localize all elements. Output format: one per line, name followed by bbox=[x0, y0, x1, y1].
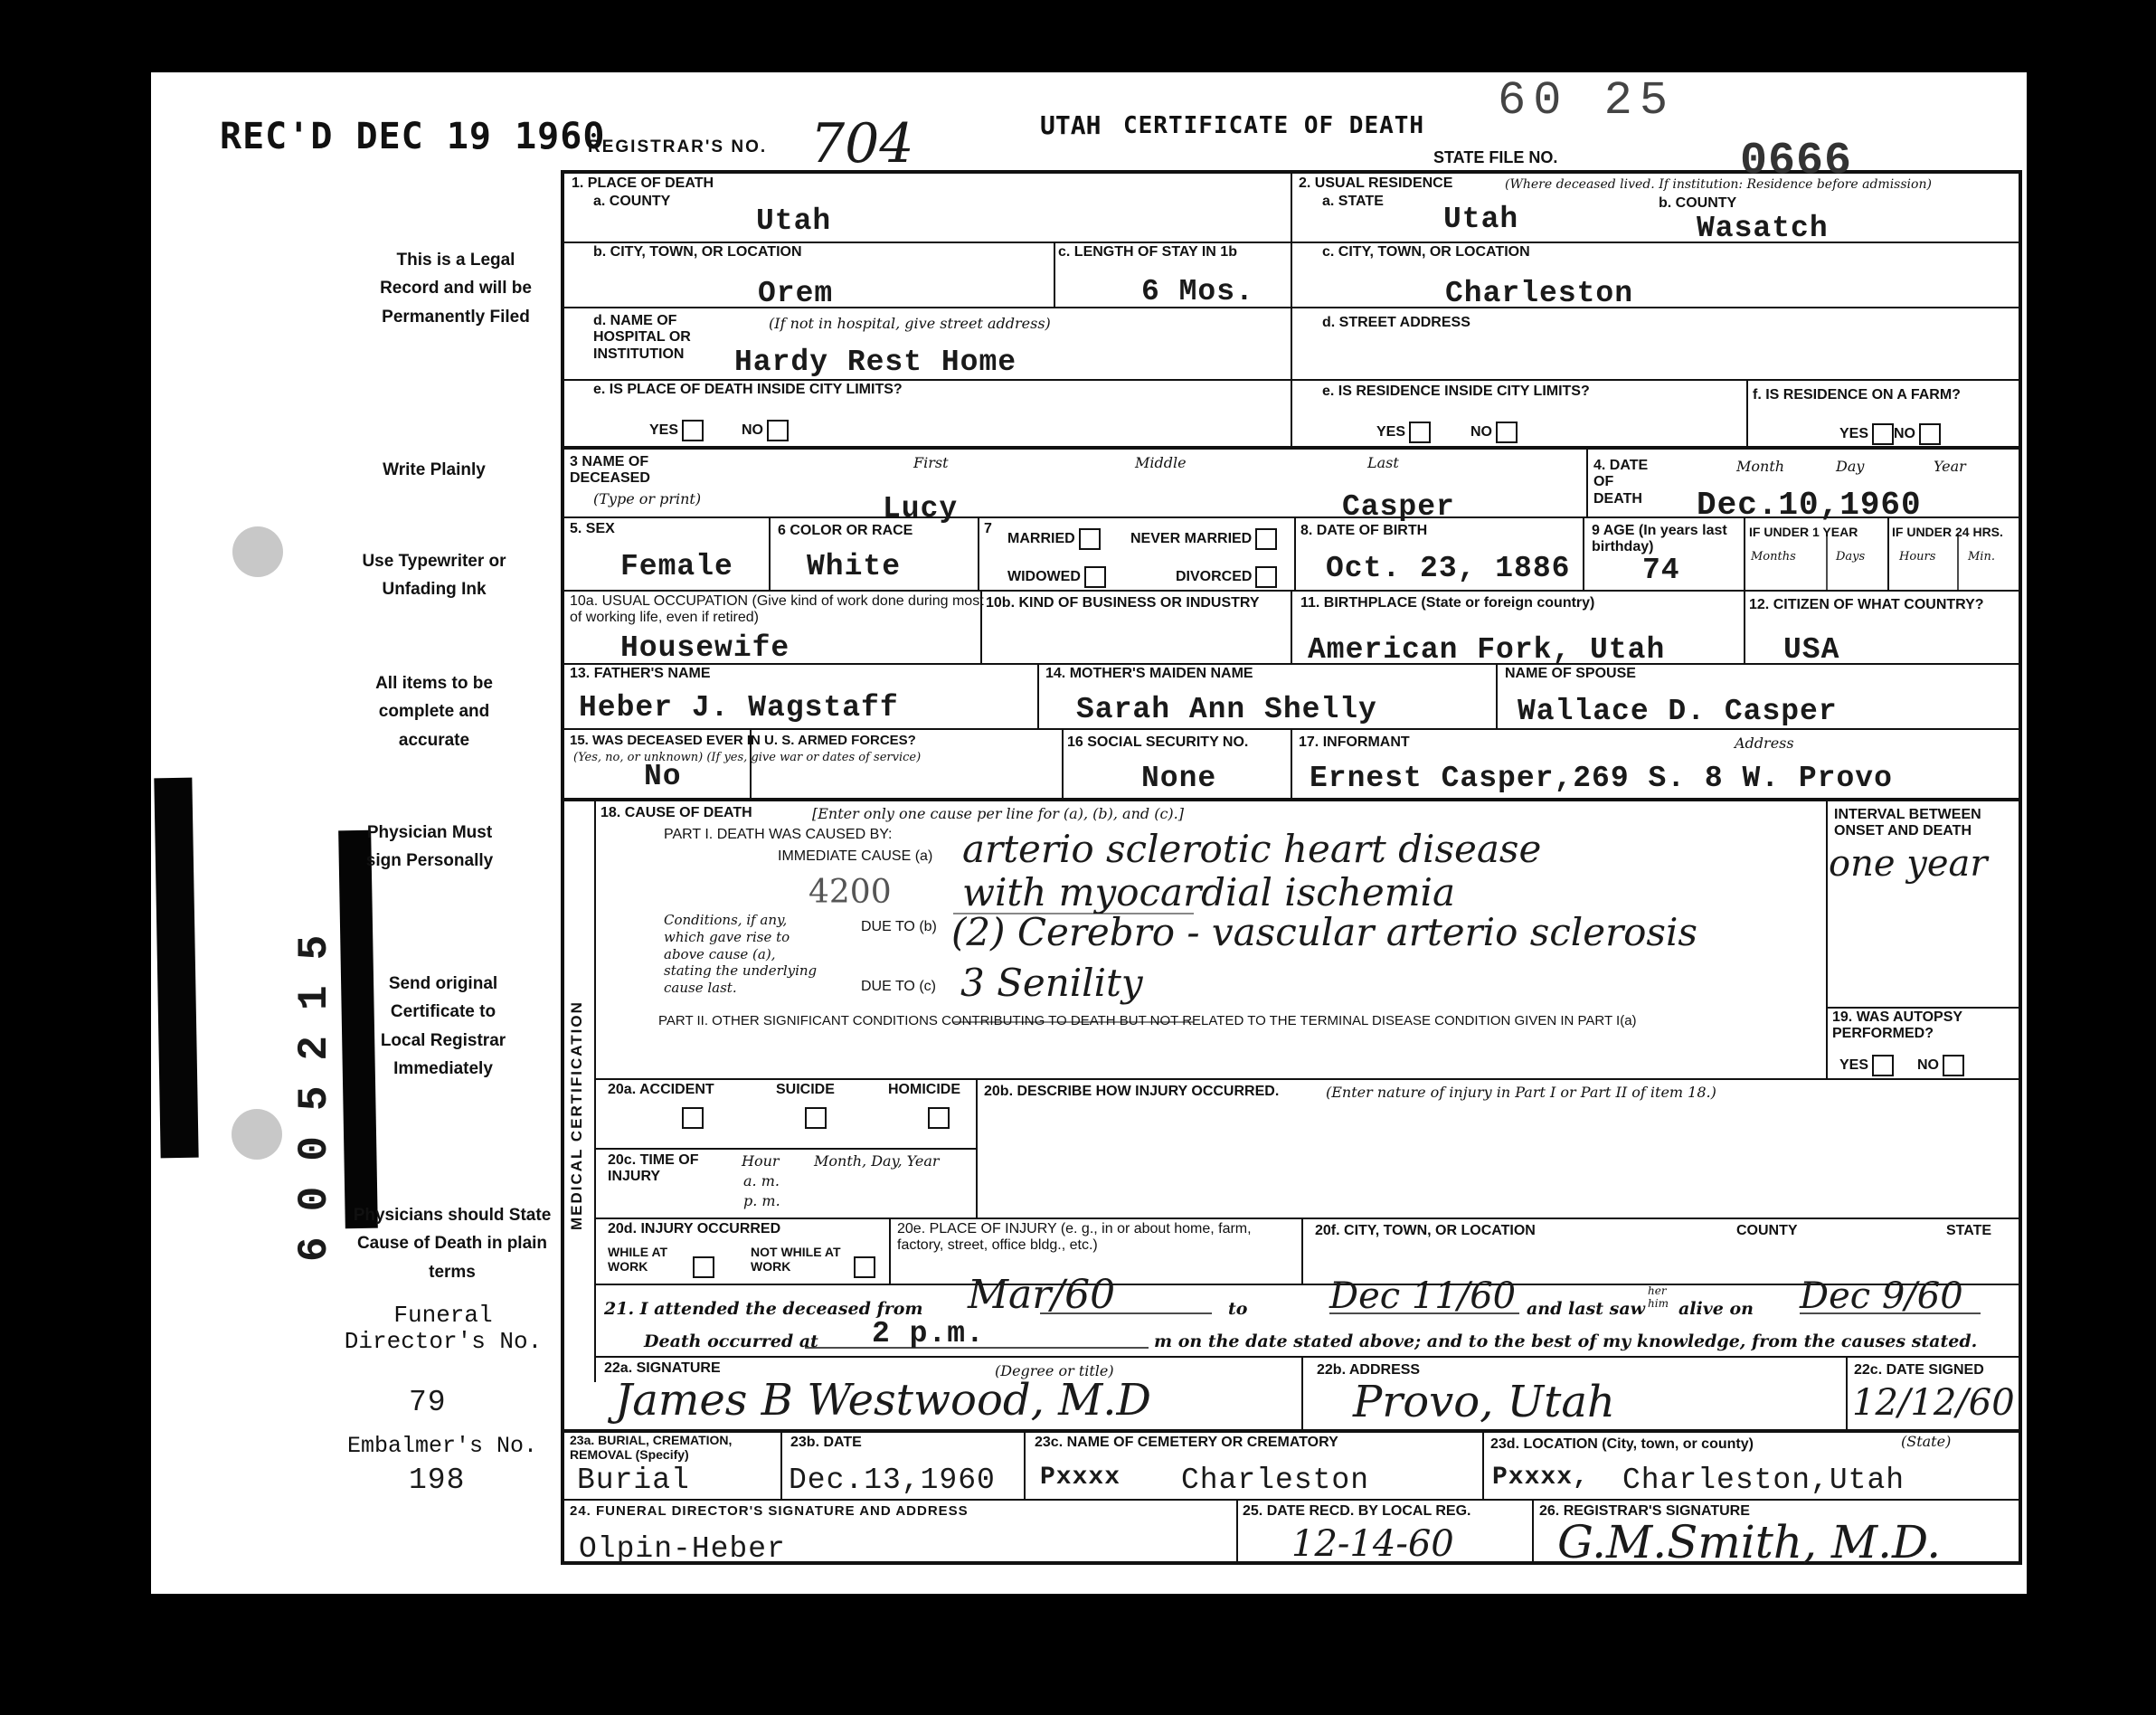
no-label: NO bbox=[1917, 1057, 1939, 1074]
label-sig-address: 22b. ADDRESS bbox=[1317, 1362, 1421, 1378]
side-send-original: Send original Certificate to Local Registrar Immediately bbox=[380, 974, 506, 1079]
label-autopsy: 19. WAS AUTOPSY PERFORMED? bbox=[1832, 1009, 1962, 1042]
label-place-of-death: 1. PLACE OF DEATH bbox=[572, 175, 714, 191]
embalmer-no: 198 bbox=[409, 1464, 466, 1497]
no-label: NO bbox=[742, 422, 763, 439]
certificate-title: CERTIFICATE OF DEATH bbox=[1123, 112, 1425, 139]
label-suicide: SUICIDE bbox=[776, 1082, 835, 1097]
label-cause-note: [Enter only one cause per line for (a), (b), and (c).] bbox=[812, 805, 1184, 822]
label-injury-city: 20f. CITY, TOWN, OR LOCATION bbox=[1315, 1223, 1536, 1238]
side-typewriter: Use Typewriter or Unfading Ink bbox=[362, 552, 506, 600]
label-injury-occurred: 20d. INJURY OCCURRED bbox=[608, 1221, 781, 1237]
value-res-state: Utah bbox=[1443, 203, 1519, 236]
value-cause-b: (2) Cerebro - vascular arterio sclerosis bbox=[951, 910, 1697, 954]
label-min: Min. bbox=[1968, 550, 1995, 564]
label-type-or-print: (Type or print) bbox=[593, 490, 702, 507]
label-how-injury-note: (Enter nature of injury in Part I or Part II of item 18.) bbox=[1326, 1084, 1716, 1101]
label-occupation: 10a. USUAL OCCUPATION (Give kind of work done during most of working life, even if retired) bbox=[570, 593, 984, 626]
value-date-recd: 12-14-60 bbox=[1291, 1523, 1454, 1565]
value-cause-a2: with myocardial ischemia bbox=[962, 870, 1455, 914]
checkbox-box bbox=[1255, 528, 1277, 550]
received-stamp: REC'D DEC 19 1960 bbox=[220, 116, 606, 157]
checkbox-box bbox=[1496, 422, 1518, 443]
married-label: MARRIED bbox=[1007, 531, 1075, 547]
side-write-plainly: Write Plainly bbox=[383, 460, 486, 479]
label-to: to bbox=[1228, 1299, 1248, 1319]
value-ssn: None bbox=[1141, 762, 1217, 795]
label-day: Day bbox=[1836, 458, 1865, 475]
funeral-director-label: Funeral Director's No. bbox=[344, 1302, 543, 1355]
label-mother: 14. MOTHER'S MAIDEN NAME bbox=[1045, 666, 1253, 681]
label-address: Address bbox=[1735, 734, 1794, 752]
label-res-state: a. STATE bbox=[1322, 194, 1384, 209]
checkbox-accident[interactable] bbox=[682, 1107, 704, 1129]
value-age: 74 bbox=[1642, 554, 1680, 587]
label-last: Last bbox=[1367, 454, 1399, 471]
value-length-of-stay: 6 Mos. bbox=[1141, 275, 1254, 308]
value-time-of-death: 2 p.m. bbox=[872, 1317, 985, 1350]
value-last-name: Casper bbox=[1342, 490, 1455, 524]
yes-label: YES bbox=[649, 422, 679, 439]
vertical-number: 6005215 bbox=[291, 909, 338, 1262]
label-place-of-injury: 20e. PLACE OF INJURY (e. g., in or about home, farm, factory, street, office bldg., etc.) bbox=[897, 1221, 1252, 1254]
side-legal-record: This is a Legal Record and will be Permanently Filed bbox=[380, 251, 532, 327]
value-race: White bbox=[807, 550, 902, 583]
state-file-label: STATE FILE NO. bbox=[1433, 148, 1558, 166]
never-married-label: NEVER MARRIED bbox=[1130, 531, 1253, 547]
label-age: 9 AGE (In years last birthday) bbox=[1592, 523, 1727, 555]
title-prefix: UTAH bbox=[1040, 110, 1102, 140]
checkbox-box bbox=[1919, 423, 1941, 445]
label-birthplace: 11. BIRTHPLACE (State or foreign country) bbox=[1300, 595, 1595, 611]
label-name-of-deceased: 3 NAME OF DECEASED bbox=[570, 454, 650, 487]
checkbox-box bbox=[767, 420, 789, 441]
label-street-address: d. STREET ADDRESS bbox=[1322, 315, 1470, 330]
checkbox-divorced[interactable] bbox=[1176, 566, 1277, 588]
value-registrar-signature: G.M.Smith, M.D. bbox=[1557, 1516, 1942, 1568]
side-complete: All items to be complete and accurate bbox=[375, 674, 493, 750]
embalmer-label: Embalmer's No. bbox=[347, 1433, 538, 1459]
label-am: a. m. bbox=[743, 1172, 780, 1189]
checkbox-box bbox=[693, 1256, 714, 1278]
no-label: NO bbox=[1470, 424, 1492, 441]
value-informant: Ernest Casper,269 S. 8 W. Provo bbox=[1310, 762, 1893, 795]
label-city: b. CITY, TOWN, OR LOCATION bbox=[593, 244, 802, 260]
value-city: Orem bbox=[758, 277, 834, 310]
label-her-him: her him bbox=[1648, 1284, 1669, 1310]
label-under-1-year: IF UNDER 1 YEAR bbox=[1749, 525, 1858, 539]
label-county: a. COUNTY bbox=[593, 194, 671, 209]
value-cause-code: 4200 bbox=[808, 874, 892, 911]
label-death-tail: m on the date stated above; and to the best of my knowledge, from the causes stated. bbox=[1154, 1331, 1978, 1351]
label-funeral-director: 24. FUNERAL DIRECTOR'S SIGNATURE AND ADDRESS bbox=[570, 1503, 969, 1519]
label-registrar-signature: 26. REGISTRAR'S SIGNATURE bbox=[1539, 1503, 1750, 1519]
label-ssn: 16 SOCIAL SECURITY NO. bbox=[1067, 734, 1249, 750]
label-burial: 23a. BURIAL, CREMATION, REMOVAL (Specify) bbox=[570, 1433, 733, 1463]
label-injury-state: STATE bbox=[1946, 1223, 1992, 1238]
label-res-city: c. CITY, TOWN, OR LOCATION bbox=[1322, 244, 1530, 260]
checkbox-farm-no[interactable] bbox=[1894, 423, 1941, 445]
value-date-signed: 12/12/60 bbox=[1852, 1382, 2015, 1424]
label-days: Days bbox=[1836, 550, 1866, 564]
label-time-of-injury: 20c. TIME OF INJURY bbox=[608, 1152, 699, 1185]
value-spouse: Wallace D. Casper bbox=[1518, 695, 1838, 728]
checkbox-box bbox=[1079, 528, 1101, 550]
checkbox-box bbox=[682, 420, 704, 441]
label-citizen: 12. CITIZEN OF WHAT COUNTRY? bbox=[1749, 597, 1984, 612]
label-interval: INTERVAL BETWEEN ONSET AND DEATH bbox=[1834, 807, 1981, 839]
value-armed-forces: No bbox=[644, 760, 682, 793]
label-degree: (Degree or title) bbox=[995, 1362, 1114, 1379]
label-injury-county: COUNTY bbox=[1736, 1223, 1798, 1238]
label-last-saw: and last saw bbox=[1527, 1299, 1646, 1319]
label-due-to-b: DUE TO (b) bbox=[861, 919, 937, 934]
checkbox-box bbox=[1872, 423, 1894, 445]
value-last-seen: Dec 9/60 bbox=[1800, 1275, 1963, 1317]
label-pm: p. m. bbox=[743, 1192, 780, 1209]
side-physician-sign: Physician Must sign Personally bbox=[365, 823, 494, 871]
value-burial: Burial bbox=[577, 1464, 690, 1497]
value-occupation: Housewife bbox=[620, 631, 790, 665]
value-interval: one year bbox=[1829, 843, 1988, 885]
value-citizen: USA bbox=[1783, 633, 1840, 667]
label-medical-certification: MEDICAL CERTIFICATION bbox=[568, 1000, 585, 1230]
value-mother: Sarah Ann Shelly bbox=[1076, 693, 1377, 726]
label-armed-forces: 15. WAS DECEASED EVER IN U. S. ARMED FORCES? bbox=[570, 733, 916, 748]
value-location-strike: Pxxxx, bbox=[1492, 1464, 1589, 1492]
label-signature: 22a. SIGNATURE bbox=[604, 1360, 721, 1376]
not-at-work-label: NOT WHILE AT WORK bbox=[751, 1245, 841, 1274]
label-part-2: PART II. OTHER SIGNIFICANT CONDITIONS CONTRIBUTING TO DEATH BUT NOT RELATED TO THE TERMINAL DISEASE CONDITION GIVEN IN PART I(a) bbox=[658, 1013, 1637, 1028]
label-months: Months bbox=[1751, 550, 1796, 564]
value-sig-address: Provo, Utah bbox=[1353, 1377, 1615, 1427]
label-inside-city: e. IS PLACE OF DEATH INSIDE CITY LIMITS? bbox=[593, 382, 903, 397]
while-at-work-label: WHILE AT WORK bbox=[608, 1245, 668, 1274]
label-on-farm: f. IS RESIDENCE ON A FARM? bbox=[1753, 387, 1961, 403]
checkbox-never-married[interactable] bbox=[1130, 528, 1277, 550]
label-usual-residence: 2. USUAL RESIDENCE bbox=[1299, 175, 1453, 191]
widowed-label: WIDOWED bbox=[1007, 569, 1081, 585]
funeral-director-no: 79 bbox=[409, 1386, 447, 1419]
label-month: Month bbox=[1736, 458, 1785, 475]
label-conditions: Conditions, if any, which gave rise to above cause (a), stating the underlying cause last. bbox=[664, 912, 818, 996]
label-attended-from: 21. I attended the deceased from bbox=[604, 1299, 923, 1319]
checkbox-box bbox=[1255, 566, 1277, 588]
yes-label: YES bbox=[1376, 424, 1406, 441]
value-cemetery-strike: Pxxxx bbox=[1040, 1464, 1121, 1492]
checkbox-box bbox=[1084, 566, 1106, 588]
checkbox-suicide[interactable] bbox=[805, 1107, 827, 1129]
label-under-24-hrs: IF UNDER 24 HRS. bbox=[1892, 525, 2003, 539]
label-burial-date: 23b. DATE bbox=[790, 1435, 862, 1450]
value-location: Charleston,Utah bbox=[1622, 1464, 1905, 1497]
checkbox-box bbox=[1943, 1055, 1964, 1076]
label-date-of-birth: 8. DATE OF BIRTH bbox=[1300, 523, 1428, 538]
label-business: 10b. KIND OF BUSINESS OR INDUSTRY bbox=[986, 595, 1260, 611]
label-middle: Middle bbox=[1135, 454, 1187, 471]
label-hospital-note: (If not in hospital, give street address) bbox=[769, 315, 1051, 332]
label-cemetery: 23c. NAME OF CEMETERY OR CREMATORY bbox=[1035, 1435, 1338, 1450]
checkbox-homicide[interactable] bbox=[928, 1107, 950, 1129]
value-physician-signature: James B Westwood, M.D bbox=[615, 1375, 1151, 1426]
label-date-recd: 25. DATE RECD. BY LOCAL REG. bbox=[1243, 1503, 1471, 1519]
value-cause-a: arterio sclerotic heart disease bbox=[962, 827, 1542, 871]
checkbox-not-at-work[interactable] bbox=[751, 1245, 875, 1278]
checkbox-box bbox=[1872, 1055, 1894, 1076]
label-state-paren: (State) bbox=[1901, 1433, 1952, 1450]
label-hour: Hour bbox=[742, 1152, 780, 1170]
label-father: 13. FATHER'S NAME bbox=[570, 666, 711, 681]
checkbox-res-city-no[interactable] bbox=[1470, 422, 1518, 443]
checkbox-farm-yes[interactable] bbox=[1839, 423, 1894, 445]
label-date-of-death: 4. DATE OF DEATH bbox=[1593, 458, 1649, 507]
side-state-cause: Physicians should State Cause of Death in plain terms bbox=[353, 1206, 552, 1282]
value-first-name: Lucy bbox=[883, 492, 959, 526]
label-first: First bbox=[913, 454, 949, 471]
checkbox-married[interactable] bbox=[1007, 528, 1101, 550]
label-hours: Hours bbox=[1899, 550, 1936, 564]
label-race: 6 COLOR OR RACE bbox=[778, 523, 913, 538]
label-armed-note: (Yes, no, or unknown) (If yes, give war or dates of service) bbox=[573, 751, 922, 764]
state-file-no: 0666 bbox=[1740, 136, 1853, 187]
checkbox-autopsy-no[interactable] bbox=[1917, 1055, 1964, 1076]
label-sex: 5. SEX bbox=[570, 521, 615, 536]
label-res-county: b. COUNTY bbox=[1659, 195, 1737, 211]
label-death-occurred: Death occurred at bbox=[644, 1331, 818, 1351]
label-cause-of-death: 18. CAUSE OF DEATH bbox=[600, 805, 752, 820]
divorced-label: DIVORCED bbox=[1176, 569, 1253, 585]
registrars-no: 704 bbox=[810, 112, 914, 175]
value-father: Heber J. Wagstaff bbox=[579, 691, 899, 725]
yes-label: YES bbox=[1839, 1057, 1869, 1074]
checkbox-box bbox=[854, 1256, 875, 1278]
label-spouse: NAME OF SPOUSE bbox=[1505, 666, 1636, 681]
label-part-1: PART I. DEATH WAS CAUSED BY: bbox=[664, 827, 893, 842]
value-res-county: Wasatch bbox=[1697, 212, 1829, 245]
label-date-signed: 22c. DATE SIGNED bbox=[1854, 1362, 1984, 1378]
value-date-of-death: Dec.10,1960 bbox=[1697, 487, 1922, 524]
yes-label: YES bbox=[1839, 426, 1869, 442]
value-attended-from: Mar/60 bbox=[968, 1272, 1116, 1318]
label-hospital: d. NAME OF HOSPITAL OR INSTITUTION bbox=[593, 313, 691, 362]
label-informant: 17. INFORMANT bbox=[1299, 734, 1410, 750]
label-alive-on: alive on bbox=[1678, 1299, 1754, 1319]
label-accident: 20a. ACCIDENT bbox=[608, 1082, 714, 1097]
value-attended-to: Dec 11/60 bbox=[1329, 1275, 1517, 1317]
value-cemetery: Charleston bbox=[1181, 1464, 1370, 1497]
no-label: NO bbox=[1894, 426, 1915, 442]
label-year: Year bbox=[1934, 458, 1966, 475]
label-res-inside-city: e. IS RESIDENCE INSIDE CITY LIMITS? bbox=[1322, 384, 1590, 399]
value-county: Utah bbox=[756, 204, 832, 238]
value-res-city: Charleston bbox=[1445, 277, 1634, 310]
checkbox-while-at-work[interactable] bbox=[608, 1245, 714, 1278]
checkbox-inside-city-yes[interactable] bbox=[649, 420, 704, 441]
checkbox-widowed[interactable] bbox=[1007, 566, 1106, 588]
label-location: 23d. LOCATION (City, town, or county) bbox=[1490, 1436, 1754, 1452]
value-cause-c: 3 Senility bbox=[960, 961, 1143, 1005]
checkbox-res-city-yes[interactable] bbox=[1376, 422, 1431, 443]
label-immediate-cause: IMMEDIATE CAUSE (a) bbox=[778, 848, 933, 864]
label-marital: 7 bbox=[984, 521, 992, 536]
value-date-of-birth: Oct. 23, 1886 bbox=[1326, 552, 1571, 585]
label-homicide: HOMICIDE bbox=[888, 1082, 960, 1097]
value-birthplace: American Fork, Utah bbox=[1308, 633, 1666, 667]
label-due-to-c: DUE TO (c) bbox=[861, 979, 936, 994]
label-length-of-stay: c. LENGTH OF STAY IN 1b bbox=[1058, 244, 1237, 260]
value-funeral-director: Olpin-Heber bbox=[579, 1532, 786, 1566]
label-month-day-year: Month, Day, Year bbox=[814, 1152, 940, 1170]
checkbox-autopsy-yes[interactable] bbox=[1839, 1055, 1894, 1076]
value-hospital: Hardy Rest Home bbox=[734, 346, 1017, 379]
label-residence-note: (Where deceased lived. If institution: Residence before admission) bbox=[1505, 177, 1932, 192]
checkbox-inside-city-no[interactable] bbox=[742, 420, 789, 441]
value-sex: Female bbox=[620, 550, 733, 583]
top-stamp: 60 25 bbox=[1498, 74, 1676, 128]
label-how-injury: 20b. DESCRIBE HOW INJURY OCCURRED. bbox=[984, 1084, 1280, 1099]
registrars-no-label: REGISTRAR'S NO. bbox=[588, 137, 768, 156]
checkbox-box bbox=[1409, 422, 1431, 443]
value-burial-date: Dec.13,1960 bbox=[789, 1464, 996, 1497]
